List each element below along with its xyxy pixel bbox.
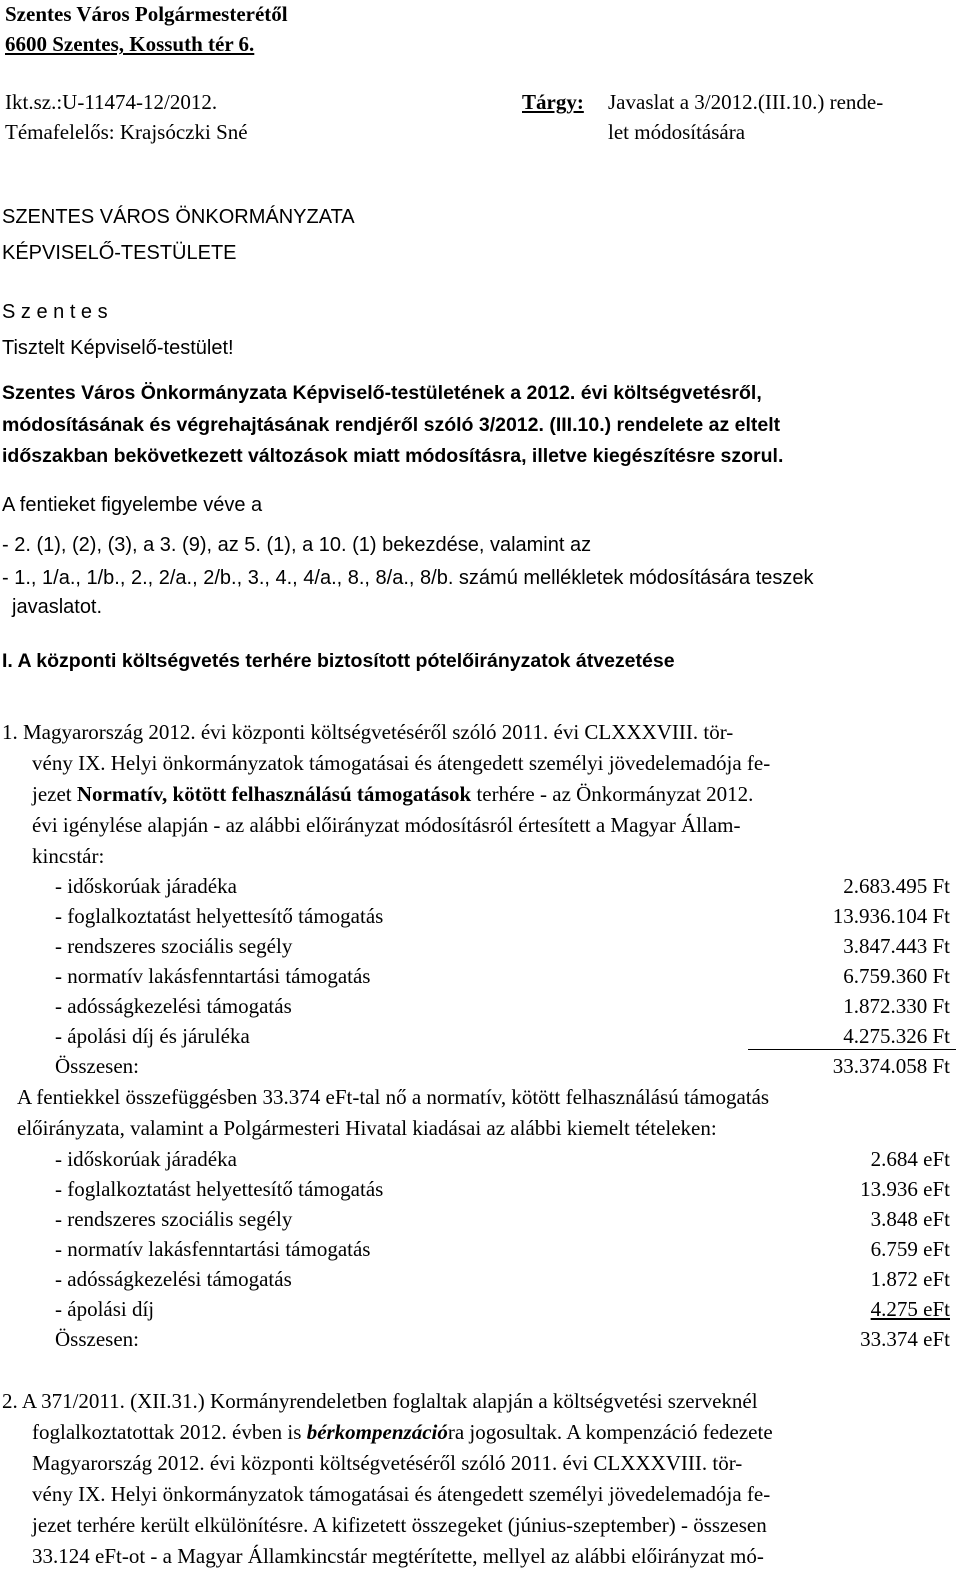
t1-row-2-label: - foglalkoztatást helyettesítő támogatás xyxy=(55,904,384,928)
t2-row-1-value: 2.684 eFt xyxy=(870,1147,950,1171)
t2-row-1-label: - időskorúak járadéka xyxy=(55,1147,237,1171)
p2-line-2: előirányzata, valamint a Polgármesteri Hivatal kiadásai az alábbi kiemelt tételeken: xyxy=(17,1116,717,1140)
p2-line-1: A fentiekkel összefüggésben 33.374 eFt-tal nő a normatív, kötött felhasználású támogatás xyxy=(17,1085,770,1109)
t1-total-rule xyxy=(748,1049,956,1050)
intro-bold-line-3: időszakban bekövetkezett változások miatt módosításra, illetve kiegészítésre szorul. xyxy=(2,445,784,467)
p3-line-6: 33.124 eFt-ot - a Magyar Államkincstár megtérítette, mellyel az alábbi előirányzat mó- xyxy=(32,1544,764,1568)
intro-line-6: - 1., 1/a., 1/b., 2., 2/a., 2/b., 3., 4., 4/a., 8., 8/a., 8/b. számú mellékletek módosítására teszek xyxy=(2,567,814,589)
t1-total-label: Összesen: xyxy=(55,1054,139,1078)
t1-row-1-value: 2.683.495 Ft xyxy=(843,874,950,898)
t2-row-6-label: - ápolási díj xyxy=(55,1297,155,1321)
t2-total-value: 33.374 eFt xyxy=(860,1327,950,1351)
addressee-line-1: SZENTES VÁROS ÖNKORMÁNYZATA xyxy=(2,206,355,228)
p1-line-2: vény IX. Helyi önkormányzatok támogatásai és átengedett személyi jövedelemadója fe- xyxy=(32,751,771,775)
sender-org-name: Szentes Város Polgármesterétől xyxy=(5,2,288,26)
t2-row-4-value: 6.759 eFt xyxy=(870,1237,950,1261)
t2-row-2-label: - foglalkoztatást helyettesítő támogatás xyxy=(55,1177,384,1201)
addressee-city: S z e n t e s xyxy=(2,301,108,323)
t1-row-5-value: 1.872.330 Ft xyxy=(843,994,950,1018)
p1-line-5: kincstár: xyxy=(32,844,105,868)
p3-line-3: Magyarország 2012. évi központi költségvetéséről szóló 2011. évi CLXXXVIII. tör- xyxy=(32,1451,743,1475)
section-heading: I. A központi költségvetés terhére biztosított pótelőirányzatok átvezetése xyxy=(2,650,675,672)
p3-line-2-bold-italic: bérkompenzáció xyxy=(306,1420,448,1444)
p1-line-3 xyxy=(32,779,753,809)
t2-row-6-value: 4.275 eFt xyxy=(870,1297,950,1321)
t1-row-2-value: 13.936.104 Ft xyxy=(832,904,950,928)
t1-row-6-value: 4.275.326 Ft xyxy=(843,1024,950,1048)
file-number: Ikt.sz.:U-11474-12/2012. xyxy=(5,90,218,114)
intro-line-7: javaslatot. xyxy=(12,596,103,618)
p3-line-1: 2. A 371/2011. (XII.31.) Kormányrendeletben foglaltak alapján a költségvetési szerveknél xyxy=(2,1389,758,1413)
t1-row-4-label: - normatív lakásfenntartási támogatás xyxy=(55,964,371,988)
t1-row-4-value: 6.759.360 Ft xyxy=(843,964,950,988)
p1-line-3-bold: Normatív, kötött felhasználású támogatások xyxy=(76,782,472,806)
t1-row-6-label: - ápolási díj és járuléka xyxy=(55,1024,250,1048)
p1-line-1: 1. Magyarország 2012. évi központi költségvetéséről szóló 2011. évi CLXXXVIII. tör- xyxy=(2,720,734,744)
t1-row-3-label: - rendszeres szociális segély xyxy=(55,934,293,958)
t1-row-5-label: - adósságkezelési támogatás xyxy=(55,994,292,1018)
t2-row-2-value: 13.936 eFt xyxy=(860,1177,950,1201)
case-officer: Témafelelős: Krajsóczki Sné xyxy=(5,120,248,144)
intro-line-4: A fentieket figyelembe véve a xyxy=(2,494,263,516)
p1-line-3-end: terhére - az Önkormányzat 2012. xyxy=(476,782,754,806)
p1-line-3-start: jezet xyxy=(32,782,72,806)
subject-label: Tárgy: xyxy=(522,90,584,114)
t2-row-3-value: 3.848 eFt xyxy=(870,1207,950,1231)
t1-row-3-value: 3.847.443 Ft xyxy=(843,934,950,958)
t1-row-1-label: - időskorúak járadéka xyxy=(55,874,237,898)
p3-line-2 xyxy=(32,1417,773,1447)
t1-total-value: 33.374.058 Ft xyxy=(832,1054,950,1078)
t2-row-5-label: - adósságkezelési támogatás xyxy=(55,1267,292,1291)
t2-row-5-value: 1.872 eFt xyxy=(870,1267,950,1291)
sender-address: 6600 Szentes, Kossuth tér 6. xyxy=(5,32,255,56)
subject-line-2: let módosítására xyxy=(608,120,746,144)
t2-row-4-label: - normatív lakásfenntartási támogatás xyxy=(55,1237,371,1261)
addressee-line-2: KÉPVISELŐ-TESTÜLETE xyxy=(2,242,237,264)
t2-total-label: Összesen: xyxy=(55,1327,139,1351)
p1-line-4: évi igénylése alapján - az alábbi előirányzat módosításról értesített a Magyar Állam- xyxy=(32,813,741,837)
p3-line-5: jezet terhére került elkülönítésre. A kifizetett összegeket (június-szeptember) - összesen xyxy=(32,1513,767,1537)
subject-line-1: Javaslat a 3/2012.(III.10.) rende- xyxy=(608,90,884,114)
t2-row-3-label: - rendszeres szociális segély xyxy=(55,1207,293,1231)
intro-bold-line-1: Szentes Város Önkormányzata Képviselő-testületének a 2012. évi költségvetésről, xyxy=(2,382,762,404)
intro-bold-line-2: módosításának és végrehajtásának rendjéről szóló 3/2012. (III.10.) rendelete az eltelt xyxy=(2,414,781,436)
p3-line-2-end: ra jogosultak. A kompenzáció fedezete xyxy=(447,1420,773,1444)
salutation: Tisztelt Képviselő-testület! xyxy=(2,337,234,359)
p3-line-2-start: foglalkoztatottak 2012. évben is xyxy=(32,1420,302,1444)
p3-line-4: vény IX. Helyi önkormányzatok támogatásai és átengedett személyi jövedelemadója fe- xyxy=(32,1482,771,1506)
intro-line-5: - 2. (1), (2), (3), a 3. (9), az 5. (1), a 10. (1) bekezdése, valamint az xyxy=(2,534,592,556)
